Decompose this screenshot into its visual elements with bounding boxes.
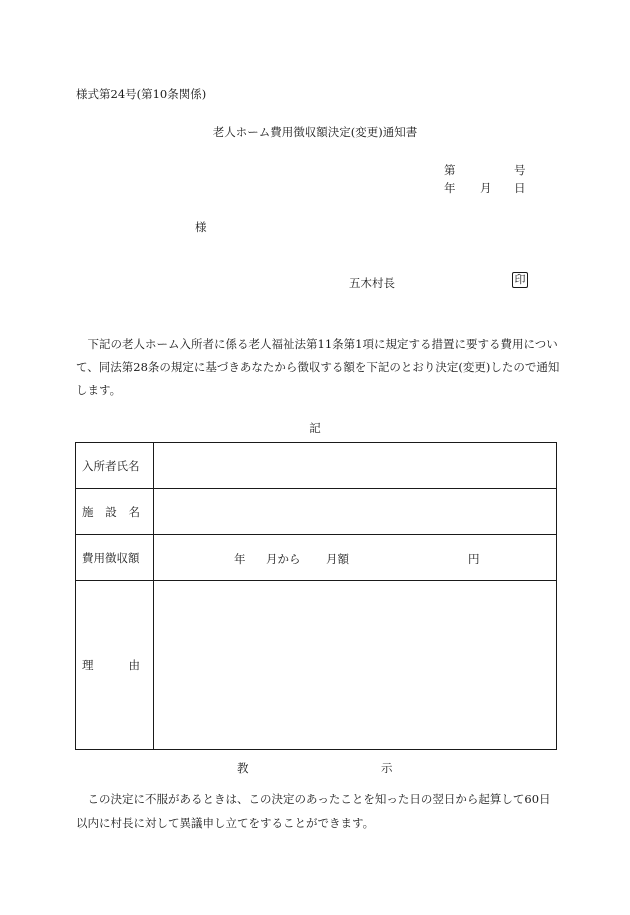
- reason-label: [76, 581, 154, 750]
- fee-month-from: 月から: [266, 552, 301, 566]
- facility-name-label: [76, 489, 154, 535]
- body-text: 下記の老人ホーム入所者に係る老人福祉法第11条第1項に規定する措置に要する費用について、同法第28条の規定に基づきあなたから徴収する額を下記のとおり決定(変更)したので通知します。: [76, 337, 560, 397]
- fee-cell: [154, 535, 557, 581]
- issuer-name: 五木村長: [349, 276, 395, 290]
- facility-name-cell: [154, 489, 557, 535]
- ki-heading: 記: [309, 421, 321, 435]
- facility-label-char: 施: [82, 504, 94, 519]
- fee-yen: 円: [468, 552, 480, 566]
- kyoji-char: 教: [237, 761, 249, 775]
- facility-label-char: 名: [128, 504, 140, 519]
- kyoji-char: 示: [381, 761, 393, 775]
- resident-name-cell: [154, 443, 557, 489]
- seal-mark: 印: [512, 272, 528, 288]
- reason-label-char: 理: [82, 658, 94, 672]
- fee-label: 費用徴収額: [76, 535, 154, 581]
- fee-year: 年: [234, 552, 246, 566]
- resident-name-label: 入所者氏名: [76, 443, 154, 489]
- doc-number-go: 号: [514, 163, 526, 177]
- table-row-reason: [76, 581, 557, 750]
- table-row-resident: [76, 443, 557, 489]
- table-row-fee: [76, 535, 557, 581]
- reason-label-char: 由: [128, 658, 140, 672]
- date-month: 月: [480, 181, 492, 195]
- info-table: [75, 442, 557, 750]
- document-title: 老人ホーム費用徴収額決定(変更)通知書: [212, 125, 418, 139]
- date-day: 日: [514, 181, 526, 195]
- table-row-facility: [76, 489, 557, 535]
- date-year: 年: [444, 181, 456, 195]
- form-number: 様式第24号(第10条関係): [76, 87, 207, 101]
- facility-label-char: 設: [105, 504, 117, 519]
- notice-text: この決定に不服があるときは、この決定のあったことを知った日の翌日から起算して60日以内に村長に対して異議申し立てをすることができます。: [76, 792, 551, 830]
- doc-number-dai: 第: [444, 163, 456, 177]
- fee-monthly: 月額: [326, 552, 349, 566]
- reason-cell: [154, 581, 557, 750]
- recipient-suffix: 様: [195, 220, 207, 234]
